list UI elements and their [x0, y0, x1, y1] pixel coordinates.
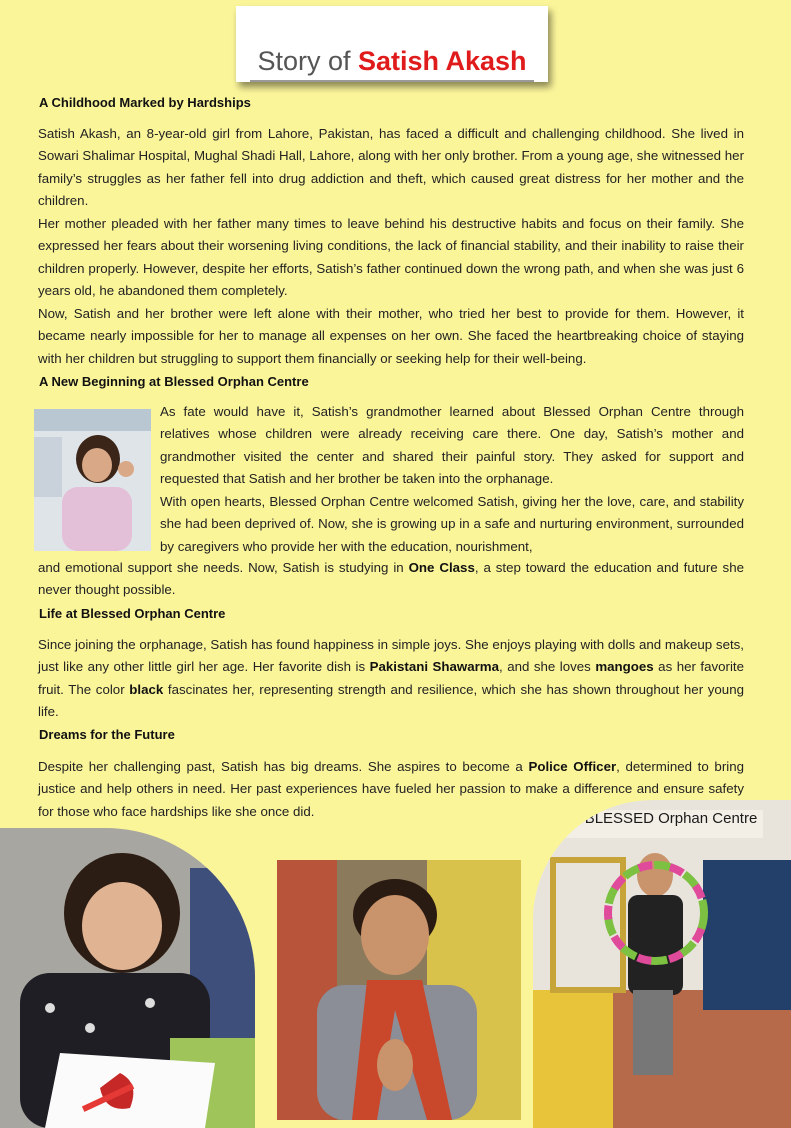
paragraph-new-beginning-3	[38, 557, 744, 602]
hoop-illustration	[533, 800, 791, 1128]
praying-illustration	[277, 860, 521, 1120]
text-segment: as her favorite fruit. The color	[38, 659, 745, 697]
title-name: Satish Akash	[357, 46, 527, 76]
heading-dreams: Dreams for the Future	[39, 727, 175, 742]
paragraph-childhood-1: Satish Akash, an 8-year-old girl from Lahore, Pakistan, has faced a difficult and challenging childhood. She lived in Sowari Shalimar Hospital, Mughal Shadi Hall, Lahore, along with her only brother. From a young age, she witnessed her family’s struggles as her father fell into drug addiction and theft, which caused great distress for her mother and the children.	[38, 126, 744, 209]
paragraph-life	[38, 634, 744, 724]
text-segment: fascinates her, representing strength and resilience, which she has shown throughout her young life.	[38, 681, 744, 720]
highlight-class: One Class	[408, 560, 475, 575]
heading-life: Life at Blessed Orphan Centre	[39, 606, 226, 621]
highlight-dish: Pakistani Shawarma	[369, 659, 500, 675]
centre-sign-text: BLESSED Orphan Centre	[584, 810, 758, 827]
text-segment: and emotional support she needs. Now, Satish is studying in	[38, 560, 409, 575]
title-prefix: Story of	[257, 46, 358, 76]
hoop-photo	[533, 800, 791, 1128]
text-segment: , a step toward the education and future she never thought possible.	[38, 560, 744, 598]
title-underline	[250, 80, 534, 82]
heading-childhood: A Childhood Marked by Hardships	[39, 95, 251, 110]
text-segment: Despite her challenging past, Satish has big dreams. She aspires to become a	[38, 759, 529, 774]
page-title	[236, 46, 548, 76]
portrait-photo	[34, 409, 151, 551]
paragraph-childhood-3: Now, Satish and her brother were left alone with their mother, who tried her best to provide for them. However, it became nearly impossible for her to manage all expenses on her own. She faced the heartbreaking choice of staying with her children but struggling to support them financially or seeking help for their well-being.	[38, 306, 744, 366]
title-card	[236, 6, 548, 82]
text-segment: , and she loves	[499, 659, 596, 675]
paragraph-new-beginning-2: With open hearts, Blessed Orphan Centre welcomed Satish, giving her the love, care, and stability she had been deprived of. Now, she is growing up in a safe and nurturing environment, surrounded by caregivers who provide her with the education, nourishment,	[160, 494, 744, 554]
highlight-fruit: mangoes	[595, 659, 654, 675]
highlight-color: black	[129, 681, 164, 697]
text-segment: Since joining the orphanage, Satish has found happiness in simple joys. She enjoys playing with dolls and makeup sets, just like any other little girl her age. Her favorite dish is	[38, 637, 744, 675]
highlight-career: Police Officer	[528, 759, 617, 774]
paragraph-new-beginning-1: As fate would have it, Satish’s grandmother learned about Blessed Orphan Centre through relatives whose children were already receiving care there. One day, Satish’s mother and grandmother visited the center and shared their painful story. They asked for support and requested that Satish and her brother be taken into the orphanage.	[160, 404, 744, 487]
portrait-illustration	[34, 409, 151, 551]
heading-new-beginning: A New Beginning at Blessed Orphan Centre	[39, 374, 309, 389]
drawing-illustration	[0, 828, 255, 1128]
drawing-photo	[0, 828, 255, 1128]
paragraph-childhood-2: Her mother pleaded with her father many times to leave behind his destructive habits and focus on their family. She expressed her fears about their worsening living conditions, the lack of financial stability, and their inability to raise their children properly. However, despite her efforts, Satish’s father continued down the wrong path, and when she was just 6 years old, he abandoned them completely.	[38, 216, 744, 299]
text-segment: , determined to bring justice and help others in need. Her past experiences have fueled her passion to make a difference and ensure safety for those who face hardships like she once did.	[38, 759, 744, 819]
praying-photo	[277, 860, 521, 1120]
